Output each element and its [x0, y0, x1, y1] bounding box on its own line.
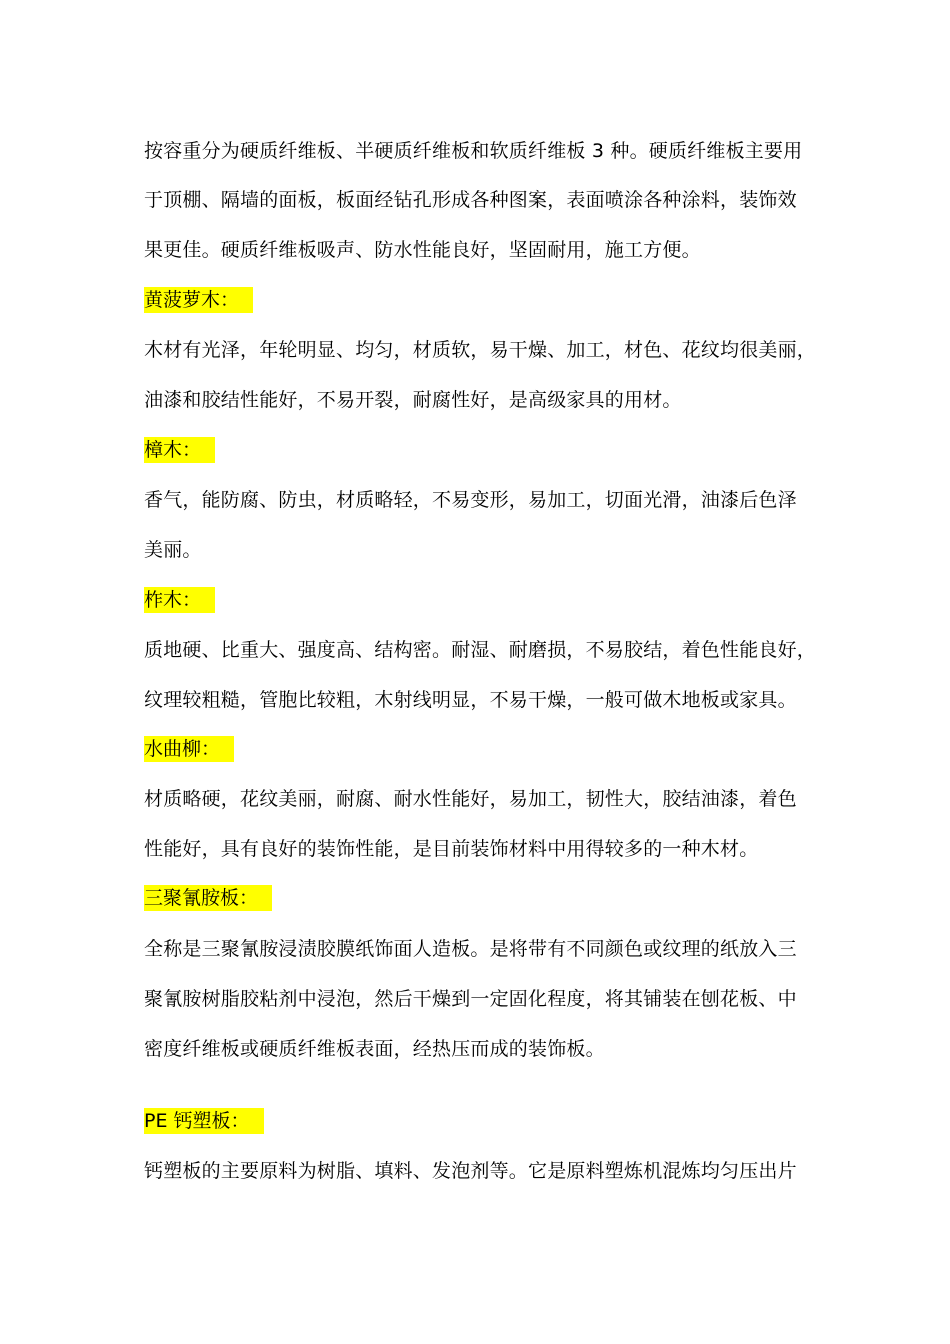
body-line: 按容重分为硬质纤维板、半硬质纤维板和软质纤维板 3 种。硬质纤维板主要用: [144, 140, 803, 162]
section-heading-shuiquliu: 水曲柳：: [144, 736, 234, 762]
section-heading-huangboluo: 黄菠萝木：: [144, 287, 253, 313]
body-line: 全称是三聚氰胺浸渍胶膜纸饰面人造板。是将带有不同颜色或纹理的纸放入三: [144, 938, 797, 960]
body-line: 聚氰胺树脂胶粘剂中浸泡，然后干燥到一定固化程度，将其铺装在刨花板、中: [144, 988, 797, 1010]
body-line: 材质略硬，花纹美丽，耐腐、耐水性能好，易加工，韧性大，胶结油漆，着色: [144, 788, 797, 810]
body-line: 美丽。: [144, 539, 202, 561]
body-line: 钙塑板的主要原料为树脂、填料、发泡剂等。它是原料塑炼机混炼均匀压出片: [144, 1160, 797, 1182]
body-line: 于顶棚、隔墙的面板，板面经钻孔形成各种图案，表面喷涂各种涂料，装饰效: [144, 189, 797, 211]
section-heading-zhangmu: 樟木：: [144, 437, 215, 463]
section-heading-pe-gaisuban: PE 钙塑板：: [144, 1108, 264, 1134]
body-line: 油漆和胶结性能好，不易开裂，耐腐性好，是高级家具的用材。: [144, 389, 682, 411]
body-line: 密度纤维板或硬质纤维板表面，经热压而成的装饰板。: [144, 1038, 605, 1060]
body-line: 木材有光泽，年轮明显、均匀，材质软，易干燥、加工，材色、花纹均很美丽，: [144, 339, 817, 361]
body-line: 性能好，具有良好的装饰性能，是目前装饰材料中用得较多的一种木材。: [144, 838, 759, 860]
section-heading-zuomu: 柞木：: [144, 587, 215, 613]
section-heading-sanjuqinganban: 三聚氰胺板：: [144, 885, 272, 911]
body-line: 香气，能防腐、防虫，材质略轻，不易变形，易加工，切面光滑，油漆后色泽: [144, 489, 797, 511]
body-line: 质地硬、比重大、强度高、结构密。耐湿、耐磨损，不易胶结，着色性能良好，: [144, 639, 817, 661]
body-line: 纹理较粗糙，管胞比较粗，木射线明显，不易干燥，一般可做木地板或家具。: [144, 689, 797, 711]
body-line: 果更佳。硬质纤维板吸声、防水性能良好，坚固耐用，施工方便。: [144, 239, 701, 261]
